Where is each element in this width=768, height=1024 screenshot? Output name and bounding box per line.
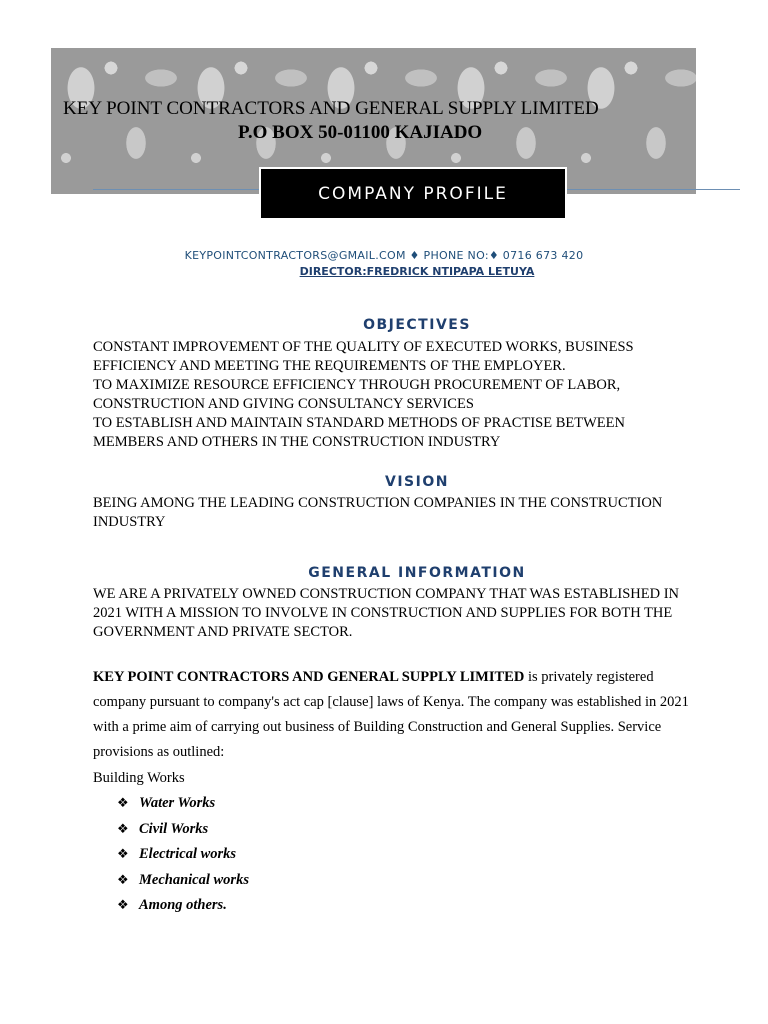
- diamond-bullet-icon: ❖: [117, 872, 129, 888]
- general-info-text: [93, 585, 753, 642]
- service-label: Mechanical works: [139, 871, 249, 888]
- diamond-bullet-icon: ❖: [117, 821, 129, 837]
- contact-line: KEYPOINTCONTRACTORS@GMAIL.COM ♦ PHONE NO:♦ 0716 673 420: [184, 249, 584, 262]
- about-line: provisions as outlined:: [93, 744, 225, 760]
- vision-heading: VISION: [385, 474, 449, 490]
- director-line: DIRECTOR:FREDRICK NTIPAPA LETUYA: [299, 265, 535, 278]
- service-label: Civil Works: [139, 820, 209, 837]
- list-item: [117, 817, 249, 843]
- about-lead-text: is privately registered: [524, 669, 654, 685]
- about-company-name: KEY POINT CONTRACTORS AND GENERAL SUPPLY LIMITED: [93, 669, 525, 685]
- objectives-line: EFFICIENCY AND MEETING THE REQUIREMENTS OF THE EMPLOYER.: [93, 358, 566, 374]
- objectives-line: MEMBERS AND OTHERS IN THE CONSTRUCTION INDUSTRY: [93, 434, 501, 450]
- general-info-line: WE ARE A PRIVATELY OWNED CONSTRUCTION COMPANY THAT WAS ESTABLISHED IN: [93, 586, 680, 602]
- general-info-heading: GENERAL INFORMATION: [308, 565, 526, 581]
- objectives-line: TO MAXIMIZE RESOURCE EFFICIENCY THROUGH PROCUREMENT OF LABOR,: [93, 377, 621, 393]
- about-first-line: [93, 665, 743, 690]
- list-item: [117, 791, 249, 817]
- company-address: P.O BOX 50-01100 KAJIADO: [238, 122, 483, 143]
- vision-line: INDUSTRY: [93, 514, 166, 530]
- diamond-bullet-icon: ❖: [117, 796, 129, 812]
- objectives-line: CONSTANT IMPROVEMENT OF THE QUALITY OF EXECUTED WORKS, BUSINESS: [93, 339, 634, 355]
- service-label: Among others.: [139, 897, 227, 914]
- general-info-line: 2021 WITH A MISSION TO INVOLVE IN CONSTRUCTION AND SUPPLIES FOR BOTH THE: [93, 605, 673, 621]
- objectives-line: CONSTRUCTION AND GIVING CONSULTANCY SERVICES: [93, 396, 474, 412]
- about-line: company pursuant to company's act cap [clause] laws of Kenya. The company was established in 2021: [93, 694, 689, 710]
- company-profile-box: [259, 167, 567, 220]
- service-label: Water Works: [139, 795, 216, 812]
- list-item: [117, 893, 249, 919]
- company-name: KEY POINT CONTRACTORS AND GENERAL SUPPLY LIMITED: [63, 98, 599, 119]
- about-line: with a prime aim of carrying out business of Building Construction and General Supplies. Service: [93, 719, 662, 735]
- about-paragraph: [93, 665, 743, 765]
- list-item: [117, 868, 249, 894]
- service-label: Electrical works: [139, 846, 237, 863]
- objectives-line: TO ESTABLISH AND MAINTAIN STANDARD METHODS OF PRACTISE BETWEEN: [93, 415, 625, 431]
- general-info-line: GOVERNMENT AND PRIVATE SECTOR.: [93, 624, 353, 640]
- company-profile-label: COMPANY PROFILE: [262, 170, 564, 217]
- objectives-heading: OBJECTIVES: [363, 317, 471, 333]
- list-item: [117, 842, 249, 868]
- vision-text: [93, 494, 753, 532]
- vision-line: BEING AMONG THE LEADING CONSTRUCTION COMPANIES IN THE CONSTRUCTION: [93, 495, 663, 511]
- services-list: [117, 791, 249, 919]
- diamond-bullet-icon: ❖: [117, 898, 129, 914]
- objectives-text: [93, 338, 753, 452]
- building-works-label: Building Works: [93, 770, 185, 786]
- diamond-bullet-icon: ❖: [117, 847, 129, 863]
